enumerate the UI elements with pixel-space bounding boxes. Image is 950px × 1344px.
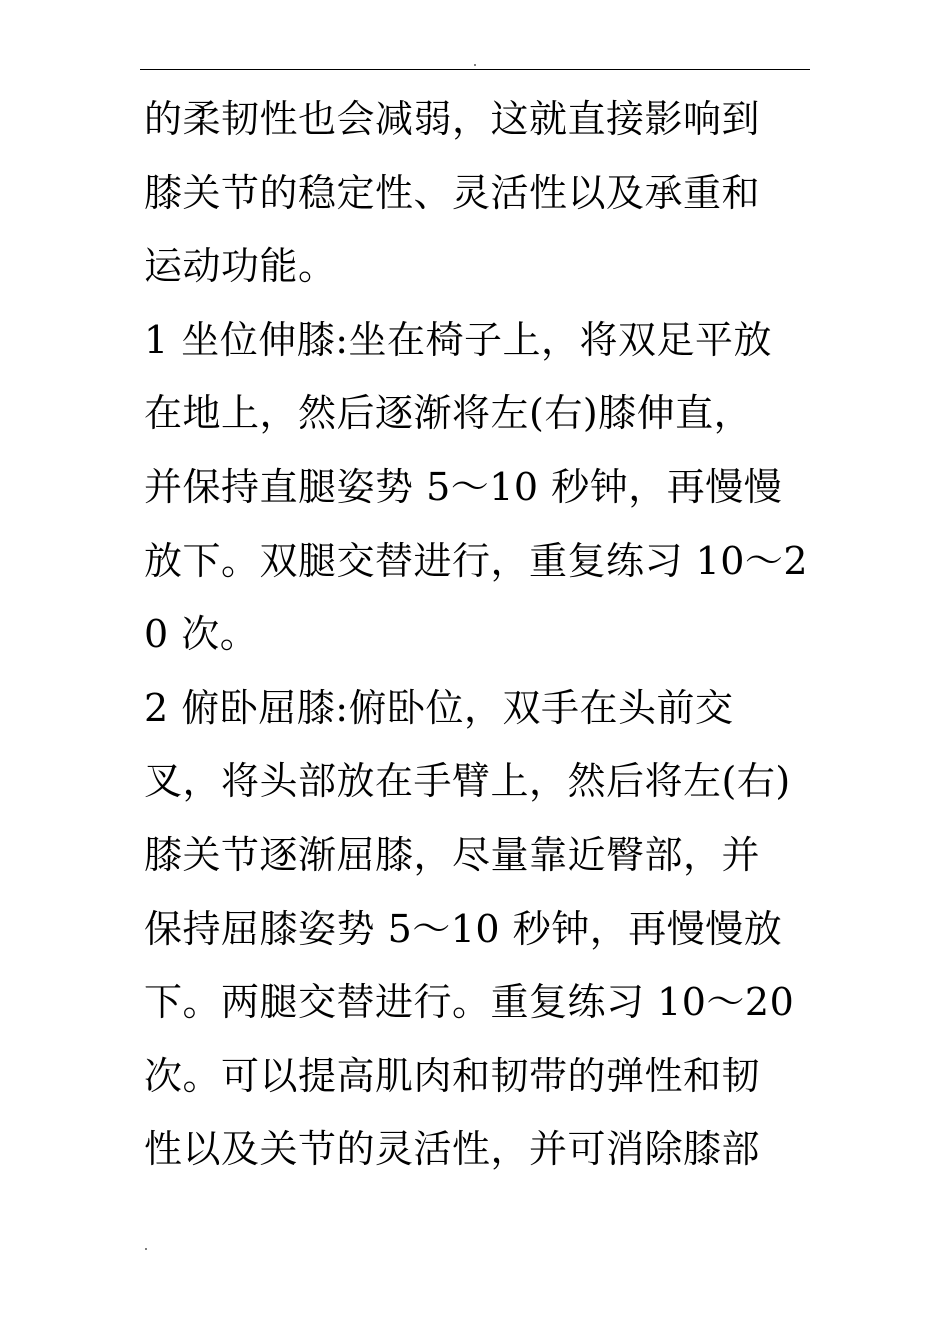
text-line: 在地上，然后逐渐将左(右)膝伸直， [144, 391, 753, 436]
text-line: 性以及关节的灵活性，并可消除膝部 [144, 1127, 761, 1172]
text-line: 的柔韧性也会减弱，这就直接影响到 [144, 97, 761, 141]
text-line: 0 次。 [144, 612, 259, 657]
text-line: 下。两腿交替进行。重复练习 10～20 [144, 980, 795, 1025]
header-rule [140, 69, 810, 70]
text-line: 次。可以提高肌肉和韧带的弹性和韧 [144, 1053, 761, 1098]
text-line: 1 坐位伸膝:坐在椅子上，将双足平放 [144, 317, 773, 362]
text-line: 保持屈膝姿势 5～10 秒钟，再慢慢放 [144, 906, 783, 951]
text-line: 叉，将头部放在手臂上，然后将左(右) [144, 759, 791, 804]
text-line: 运动功能。 [144, 244, 337, 289]
body-text [144, 90, 814, 1194]
footer-mark [145, 1248, 147, 1250]
header-mark [474, 64, 476, 66]
text-line: 并保持直腿姿势 5～10 秒钟，再慢慢 [144, 464, 783, 509]
text-line: 2 俯卧屈膝:俯卧位，双手在头前交 [144, 685, 734, 730]
text-line: 膝关节的稳定性、灵活性以及承重和 [144, 170, 761, 215]
text-line: 膝关节逐渐屈膝，尽量靠近臀部，并 [144, 832, 761, 877]
text-line: 放下。双腿交替进行，重复练习 10～2 [144, 538, 809, 583]
